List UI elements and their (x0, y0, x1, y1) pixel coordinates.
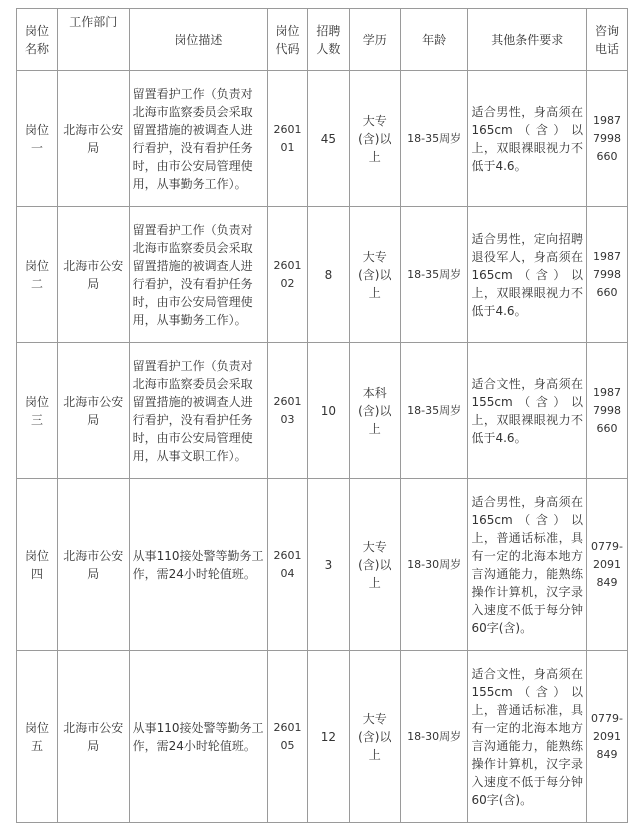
phone: 19877998660 (587, 207, 628, 343)
education: 大专(含)以上 (349, 651, 400, 823)
header-phone: 咨询电话 (587, 9, 628, 71)
description: 从事110接处警等勤务工作，需24小时轮值班。 (129, 479, 267, 651)
age-range: 18-30周岁 (400, 479, 468, 651)
age-range: 18-30周岁 (400, 651, 468, 823)
header-age: 年龄 (400, 9, 468, 71)
position-name: 岗位三 (17, 343, 58, 479)
description: 留置看护工作（负责对北海市监察委员会采取留置措施的被调查人进行看护，没有看护任务时，由市公安局管理使用，从事勤务工作）。 (129, 71, 267, 207)
phone: 19877998660 (587, 343, 628, 479)
department: 北海市公安局 (57, 651, 129, 823)
description: 从事110接处警等勤务工作，需24小时轮值班。 (129, 651, 267, 823)
department: 北海市公安局 (57, 343, 129, 479)
conditions: 适合文性，身高须在155cm（含）以上，双眼裸眼视力不低于4.6。 (468, 343, 587, 479)
phone: 0779-2091849 (587, 479, 628, 651)
position-code: 260103 (268, 343, 308, 479)
department: 北海市公安局 (57, 479, 129, 651)
header-position-name: 岗位名称 (17, 9, 58, 71)
hire-count: 8 (307, 207, 349, 343)
education: 本科(含)以上 (349, 343, 400, 479)
table-row (17, 207, 628, 343)
phone: 0779-2091849 (587, 651, 628, 823)
age-range: 18-35周岁 (400, 207, 468, 343)
header-conditions: 其他条件要求 (468, 9, 587, 71)
table-row (17, 651, 628, 823)
position-name: 岗位二 (17, 207, 58, 343)
description: 留置看护工作（负责对北海市监察委员会采取留置措施的被调查人进行看护，没有看护任务时，由市公安局管理使用，从事勤务工作）。 (129, 207, 267, 343)
header-description: 岗位描述 (129, 9, 267, 71)
phone: 19877998660 (587, 71, 628, 207)
position-name: 岗位五 (17, 651, 58, 823)
conditions: 适合男性，身高须在165cm（含）以上，双眼裸眼视力不低于4.6。 (468, 71, 587, 207)
age-range: 18-35周岁 (400, 71, 468, 207)
age-range: 18-35周岁 (400, 343, 468, 479)
position-code: 260105 (268, 651, 308, 823)
position-name: 岗位一 (17, 71, 58, 207)
department: 北海市公安局 (57, 71, 129, 207)
position-name: 岗位四 (17, 479, 58, 651)
conditions: 适合男性，定向招聘退役军人，身高须在165cm（含）以上，双眼裸眼视力不低于4.6。 (468, 207, 587, 343)
education: 大专(含)以上 (349, 479, 400, 651)
hire-count: 45 (307, 71, 349, 207)
header-department: 工作部门 (57, 9, 129, 71)
conditions: 适合男性，身高须在165cm（含）以上，普通话标准，具有一定的北海本地方言沟通能力，能熟练操作计算机，汉字录入速度不低于每分钟60字(含)。 (468, 479, 587, 651)
position-code: 260102 (268, 207, 308, 343)
education: 大专(含)以上 (349, 71, 400, 207)
education: 大专(含)以上 (349, 207, 400, 343)
description: 留置看护工作（负责对北海市监察委员会采取留置措施的被调查人进行看护，没有看护任务时，由市公安局管理使用，从事文职工作）。 (129, 343, 267, 479)
hire-count: 3 (307, 479, 349, 651)
department: 北海市公安局 (57, 207, 129, 343)
table-row (17, 71, 628, 207)
hire-count: 12 (307, 651, 349, 823)
header-code: 岗位代码 (268, 9, 308, 71)
hire-count: 10 (307, 343, 349, 479)
header-count: 招聘人数 (307, 9, 349, 71)
recruitment-table (16, 8, 628, 823)
conditions: 适合文性，身高须在155cm（含）以上，普通话标准，具有一定的北海本地方言沟通能力，能熟练操作计算机，汉字录入速度不低于每分钟60字(含)。 (468, 651, 587, 823)
position-code: 260104 (268, 479, 308, 651)
table-header-row (17, 9, 628, 71)
position-code: 260101 (268, 71, 308, 207)
table-row (17, 479, 628, 651)
table-row (17, 343, 628, 479)
header-education: 学历 (349, 9, 400, 71)
